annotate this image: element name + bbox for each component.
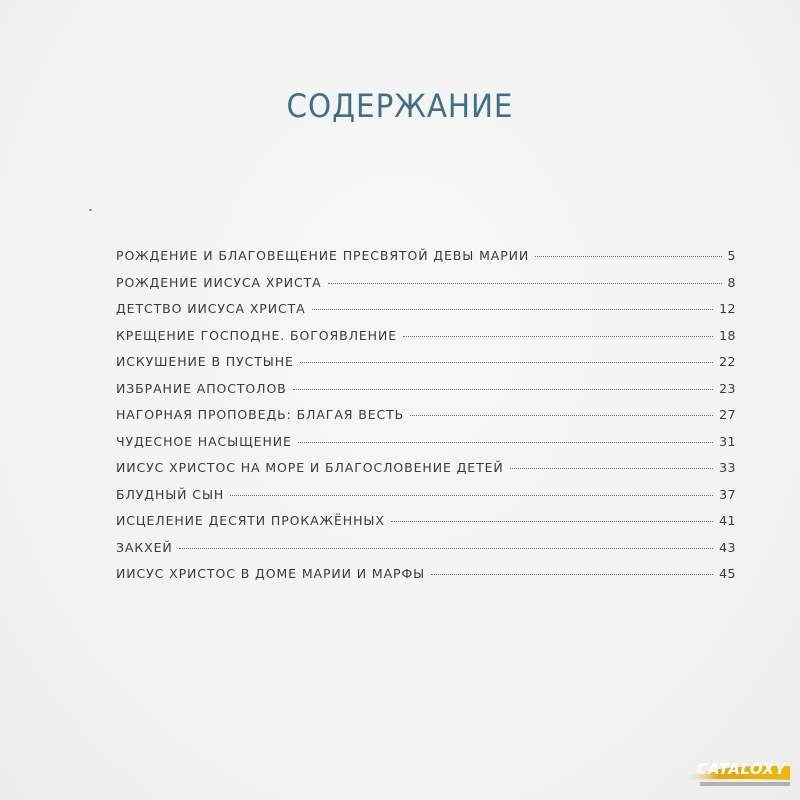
table-of-contents	[116, 243, 736, 588]
toc-entry-title: ИЗБРАНИЕ АПОСТОЛОВ	[116, 380, 287, 396]
toc-entry	[116, 376, 736, 403]
toc-leader-dots	[300, 362, 713, 363]
toc-entry	[116, 429, 736, 456]
toc-entry-title: ИИСУС ХРИСТОС НА МОРЕ И БЛАГОСЛОВЕНИЕ ДЕТЕЙ	[116, 460, 504, 475]
toc-entry-page: 31	[719, 433, 736, 449]
toc-entry-title: НАГОРНАЯ ПРОПОВЕДЬ: БЛАГАЯ ВЕСТЬ	[116, 407, 405, 422]
toc-entry	[116, 349, 736, 376]
toc-entry-title: КРЕЩЕНИЕ ГОСПОДНЕ. БОГОЯВЛЕНИЕ	[116, 327, 398, 343]
toc-entry	[116, 323, 736, 350]
toc-entry	[116, 508, 736, 535]
watermark-tagline: интернет-магазин книг	[717, 782, 786, 788]
toc-entry-title: ИСЦЕЛЕНИЕ ДЕСЯТИ ПРОКАЖЁННЫХ	[116, 513, 385, 528]
toc-entry-page: 12	[719, 301, 736, 316]
toc-leader-dots	[410, 415, 713, 416]
toc-entry-title: БЛУДНЫЙ СЫН	[116, 486, 225, 502]
toc-entry-title: РОЖДЕНИЕ ИИСУСА ХРИСТА	[116, 274, 322, 290]
toc-leader-dots	[293, 389, 713, 390]
toc-entry-page: 33	[719, 460, 736, 475]
toc-entry-page: 8	[727, 274, 736, 290]
toc-entry-title: ИСКУШЕНИЕ В ПУСТЫНЕ	[116, 354, 294, 369]
toc-entry-page: 5	[727, 248, 736, 263]
toc-entry-page: 37	[719, 486, 736, 502]
toc-leader-dots	[312, 309, 713, 310]
toc-entry-title: РОЖДЕНИЕ И БЛАГОВЕЩЕНИЕ ПРЕСВЯТОЙ ДЕВЫ МАРИИ	[116, 248, 530, 263]
toc-leader-dots	[298, 442, 713, 443]
toc-leader-dots	[535, 256, 721, 257]
toc-entry	[116, 561, 736, 588]
toc-entry	[116, 535, 736, 562]
toc-entry-page: 18	[719, 327, 736, 343]
toc-entry-page: 23	[719, 380, 736, 396]
toc-entry-page: 27	[719, 407, 736, 422]
toc-leader-dots	[179, 548, 713, 549]
toc-leader-dots	[431, 574, 713, 575]
toc-entry-page: 45	[719, 566, 736, 581]
toc-entry-title: ЧУДЕСНОЕ НАСЫЩЕНИЕ	[116, 433, 292, 449]
toc-entry-title: ДЕТСТВО ИИСУСА ХРИСТА	[116, 301, 306, 316]
toc-entry	[116, 455, 736, 482]
toc-entry-title: ИИСУС ХРИСТОС В ДОМЕ МАРИИ И МАРФЫ	[116, 566, 426, 581]
toc-leader-dots	[328, 283, 722, 284]
toc-leader-dots	[403, 336, 713, 337]
toc-leader-dots	[391, 521, 713, 522]
toc-entry	[116, 482, 736, 509]
toc-entry-page: 43	[719, 539, 736, 555]
watermark-brand: CATALOXY	[696, 760, 786, 778]
toc-entry-title: ЗАКХЕЙ	[116, 539, 173, 555]
page-title: СОДЕРЖАНИЕ	[286, 87, 514, 126]
toc-leader-dots	[510, 468, 713, 469]
toc-entry	[116, 402, 736, 429]
toc-entry-page: 41	[719, 513, 736, 528]
toc-entry	[116, 270, 736, 297]
toc-entry-page: 22	[719, 354, 736, 369]
toc-entry	[116, 243, 736, 270]
toc-leader-dots	[230, 495, 713, 496]
print-speck	[89, 209, 92, 211]
toc-entry	[116, 296, 736, 323]
